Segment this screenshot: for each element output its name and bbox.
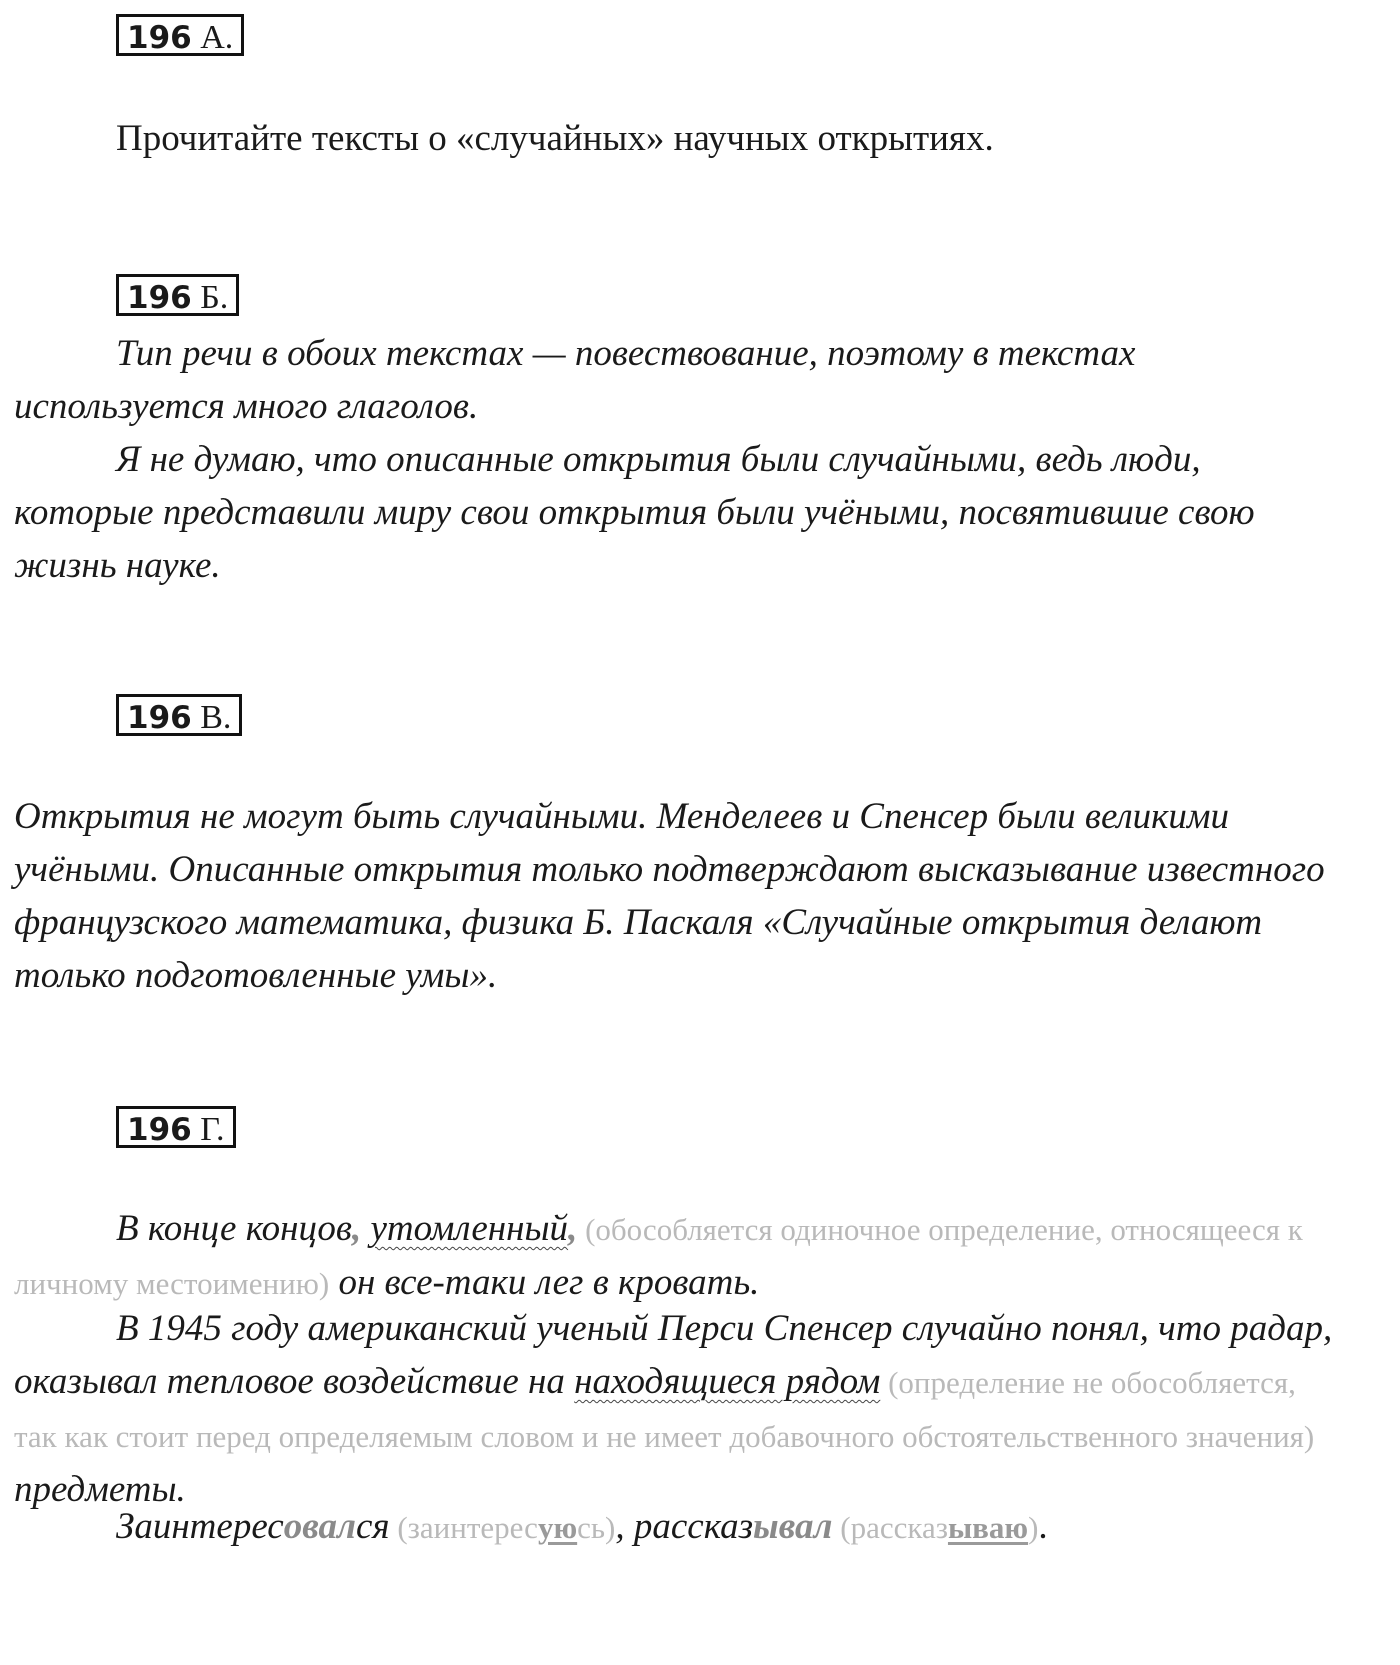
highlighted-modifier: утомленный [370, 1208, 569, 1249]
section-a-text: Прочитайте тексты о «случайных» научных открытиях. [116, 118, 994, 159]
exercise-letter: А. [200, 19, 234, 56]
exercise-number: 196 [127, 20, 192, 56]
exercise-label-a [116, 14, 244, 56]
section-v-paragraph: Открытия не могут быть случайными. Менделеев и Спенсер были великими учёными. Описанные открытия только подтверждают высказывание известного французского математика, физика Б. Паскаля «Случайные открытия делают только подготовленные умы». [14, 796, 1325, 996]
exercise-number: 196 [127, 280, 192, 316]
suffix-highlight: ывал [753, 1506, 833, 1547]
exercise-label-g [116, 1106, 236, 1148]
exercise-letter: Г. [200, 1111, 225, 1148]
punctuation-comma: , [568, 1208, 578, 1249]
section-g-sentence-3: Заинтересовался (заинтересуюсь), рассказывал (рассказываю). [116, 1506, 1048, 1547]
grammar-note: (обособляется одиночное определение, относящееся к личному местоимению) [14, 1212, 1303, 1301]
suffix-highlight: ываю [947, 1510, 1029, 1545]
exercise-number: 196 [127, 700, 192, 736]
grammar-note: (определение не обособляется, так как стоит перед определяемым словом и не имеет добавочного обстоятельственного значения) [14, 1365, 1315, 1454]
exercise-label-b [116, 274, 239, 316]
section-b-paragraph-2: Я не думаю, что описанные открытия были случайными, ведь люди, которые представили миру свои открытия были учёными, посвятившие свою жизнь науке. [14, 439, 1255, 586]
punctuation-comma: , [351, 1208, 362, 1249]
exercise-number: 196 [127, 1112, 192, 1148]
suffix-highlight: овал [283, 1506, 356, 1547]
section-g-sentence-1: В конце концов, утомленный, (обособляется одиночное определение, относящееся к личному местоимению) он все-таки лег в кровать. [14, 1208, 1303, 1303]
exercise-label-v [116, 694, 242, 736]
section-b-paragraph-1: Тип речи в обоих текстах — повествование, поэтому в текстах используется много глаголов. [14, 333, 1136, 427]
suffix-highlight: ую [537, 1510, 578, 1545]
exercise-letter: Б. [200, 279, 229, 316]
exercise-letter: В. [200, 699, 232, 736]
highlighted-modifier: находящиеся рядом [574, 1361, 881, 1402]
section-g-sentence-2: В 1945 году американский ученый Перси Спенсер случайно понял, что радар, оказывал тепловое воздействие на находящиеся рядом (определение не обособляется, так как стоит перед определяемым словом и не имеет добавочного обстоятельственного значения) предметы. [14, 1308, 1333, 1510]
